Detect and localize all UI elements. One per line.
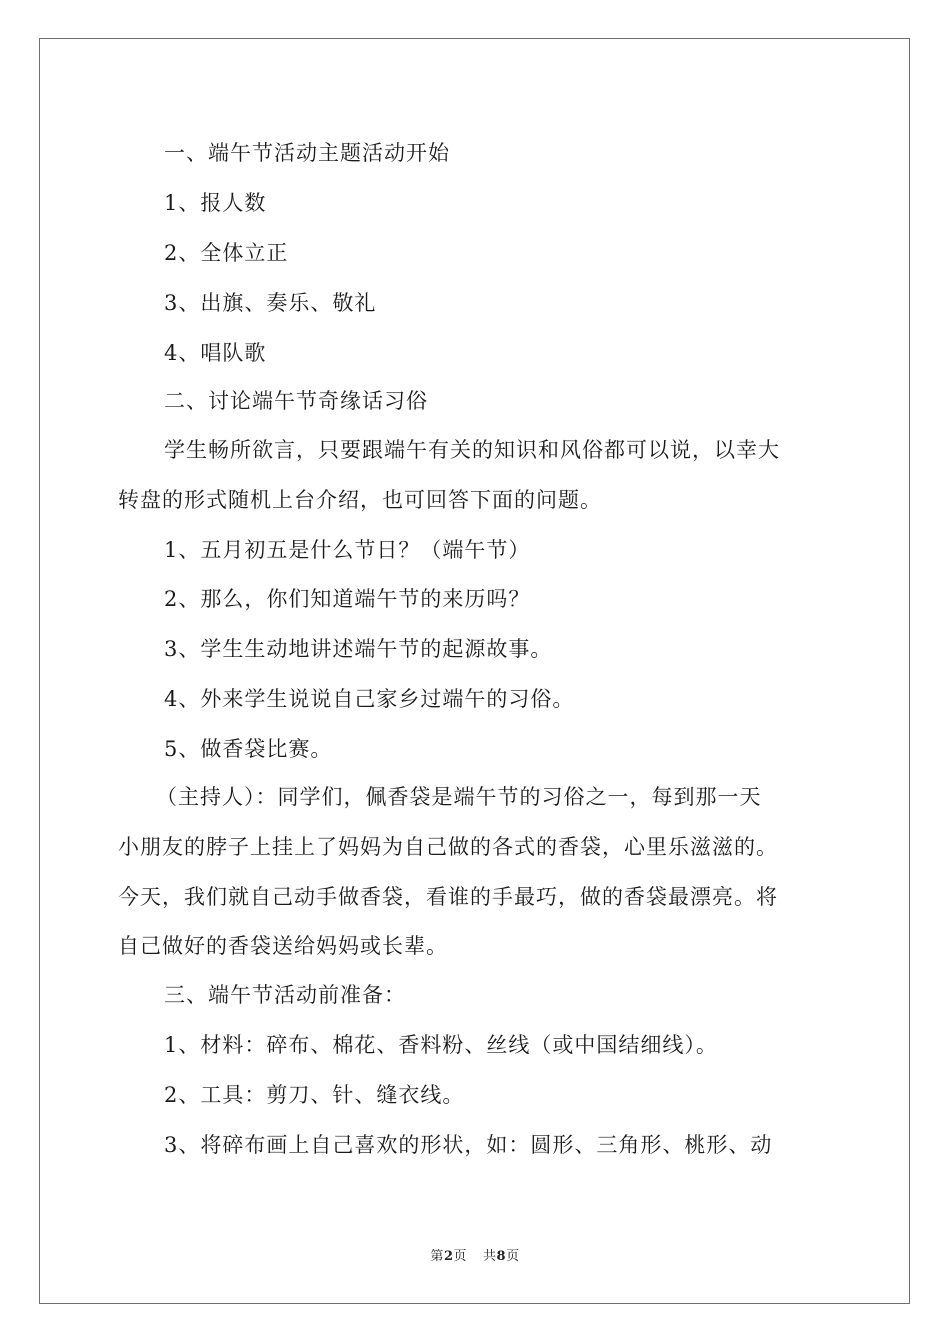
current-page-number: 2 <box>443 1249 454 1264</box>
total-page-count: 8 <box>496 1249 507 1264</box>
list-item: 4、外来学生说说自己家乡过端午的习俗。 <box>164 687 575 711</box>
footer-total-suffix: 页 <box>506 1249 520 1264</box>
footer-page-suffix: 页 <box>453 1249 467 1264</box>
footer-total-prefix: 共 <box>483 1249 497 1264</box>
paragraph-line: 转盘的形式随机上台介绍，也可回答下面的问题。 <box>118 488 602 512</box>
list-item: 2、那么，你们知道端午节的来历吗？ <box>164 587 531 611</box>
section-heading-2: 二、讨论端午节奇缘话习俗 <box>164 389 428 413</box>
list-item: 4、唱队歌 <box>164 341 267 365</box>
list-item: 5、做香袋比赛。 <box>164 737 333 761</box>
page-footer <box>0 1245 950 1264</box>
list-item: 2、工具：剪刀、针、缝衣线。 <box>164 1083 465 1107</box>
list-item: 1、五月初五是什么节日？（端午节） <box>164 538 531 562</box>
list-item: 3、学生生动地讲述端午节的起源故事。 <box>164 637 553 661</box>
paragraph-line: 自己做好的香袋送给妈妈或长辈。 <box>118 934 448 958</box>
list-item: 2、全体立正 <box>164 241 289 265</box>
paragraph-line: 小朋友的脖子上挂上了妈妈为自己做的各式的香袋，心里乐滋滋的。 <box>118 835 778 859</box>
paragraph-line: 今天，我们就自己动手做香袋，看谁的手最巧，做的香袋最漂亮。将 <box>118 885 778 909</box>
paragraph-line: （主持人）：同学们，佩香袋是端午节的习俗之一，每到那一天 <box>156 785 762 809</box>
footer-prefix: 第 <box>430 1249 444 1264</box>
list-item: 3、出旗、奏乐、敬礼 <box>164 291 377 315</box>
list-item: 1、报人数 <box>164 191 267 215</box>
list-item: 3、将碎布画上自己喜欢的形状，如：圆形、三角形、桃形、动 <box>164 1133 773 1157</box>
paragraph-line: 学生畅所欲言，只要跟端午有关的知识和风俗都可以说，以幸大 <box>164 438 780 462</box>
list-item: 1、材料：碎布、棉花、香料粉、丝线（或中国结细线）。 <box>164 1033 718 1057</box>
section-heading-3: 三、端午节活动前准备： <box>164 983 406 1007</box>
section-heading-1: 一、端午节活动主题活动开始 <box>164 141 450 165</box>
